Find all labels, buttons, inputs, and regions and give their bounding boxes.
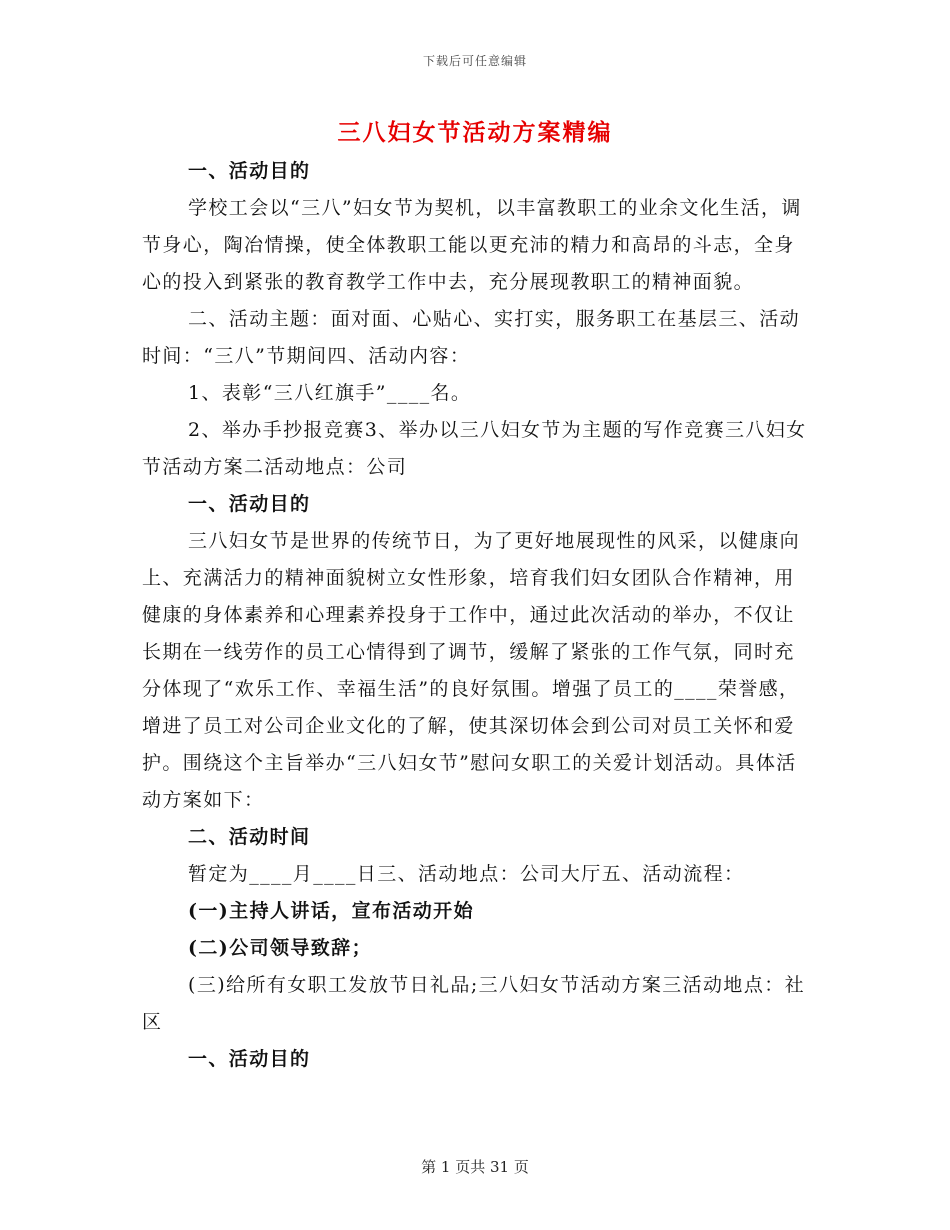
- document-body: [142, 153, 807, 1078]
- paragraph: 1、表彰“三八红旗手”____名。: [188, 382, 472, 404]
- document-title: 三八妇女节活动方案精编: [337, 119, 613, 146]
- section-heading: 二、活动时间: [188, 826, 311, 848]
- page-header-note: 下载后可任意编辑: [422, 54, 527, 68]
- paragraph: 二、活动主题：面对面、心贴心、实打实，服务职工在基层三、活动时间：“三八”节期间四、活动内容：: [142, 308, 801, 367]
- section-heading: (二)公司领导致辞；: [188, 937, 372, 959]
- paragraph: 暂定为____月____日三、活动地点：公司大厅五、活动流程：: [188, 863, 745, 885]
- paragraph: 2、举办手抄报竞赛3、举办以三八妇女节为主题的写作竞赛三八妇女节活动方案二活动地点：公司: [142, 419, 807, 478]
- page-number: 第 1 页共 31 页: [421, 1158, 529, 1176]
- section-heading: (一)主持人讲话，宣布活动开始: [188, 900, 474, 922]
- section-heading: 一、活动目的: [188, 1048, 311, 1070]
- section-heading: 一、活动目的: [188, 493, 311, 515]
- paragraph: (三)给所有女职工发放节日礼品;三八妇女节活动方案三活动地点：社区: [142, 974, 806, 1033]
- section-heading: 一、活动目的: [188, 160, 311, 182]
- paragraph: 学校工会以“三八”妇女节为契机，以丰富教职工的业余文化生活，调节身心，陶冶情操，使全体教职工能以更充沛的精力和高昂的斗志，全身心的投入到紧张的教育教学工作中去，充分展现教职工的精神面貌。: [142, 197, 802, 293]
- paragraph: 三八妇女节是世界的传统节日，为了更好地展现性的风采，以健康向上、充满活力的精神面貌树立女性形象，培育我们妇女团队合作精神，用健康的身体素养和心理素养投身于工作中，通过此次活动的举办，不仅让长期在一线劳作的员工心情得到了调节，缓解了紧张的工作气氛，同时充分体现了“欢乐工作、幸福生活”的良好氛围。增强了员工的____荣誉感，增进了员工对公司企业文化的了解，使其深切体会到公司对员工关怀和爱护。围绕这个主旨举办“三八妇女节”慰问女职工的关爱计划活动。具体活动方案如下：: [142, 530, 801, 811]
